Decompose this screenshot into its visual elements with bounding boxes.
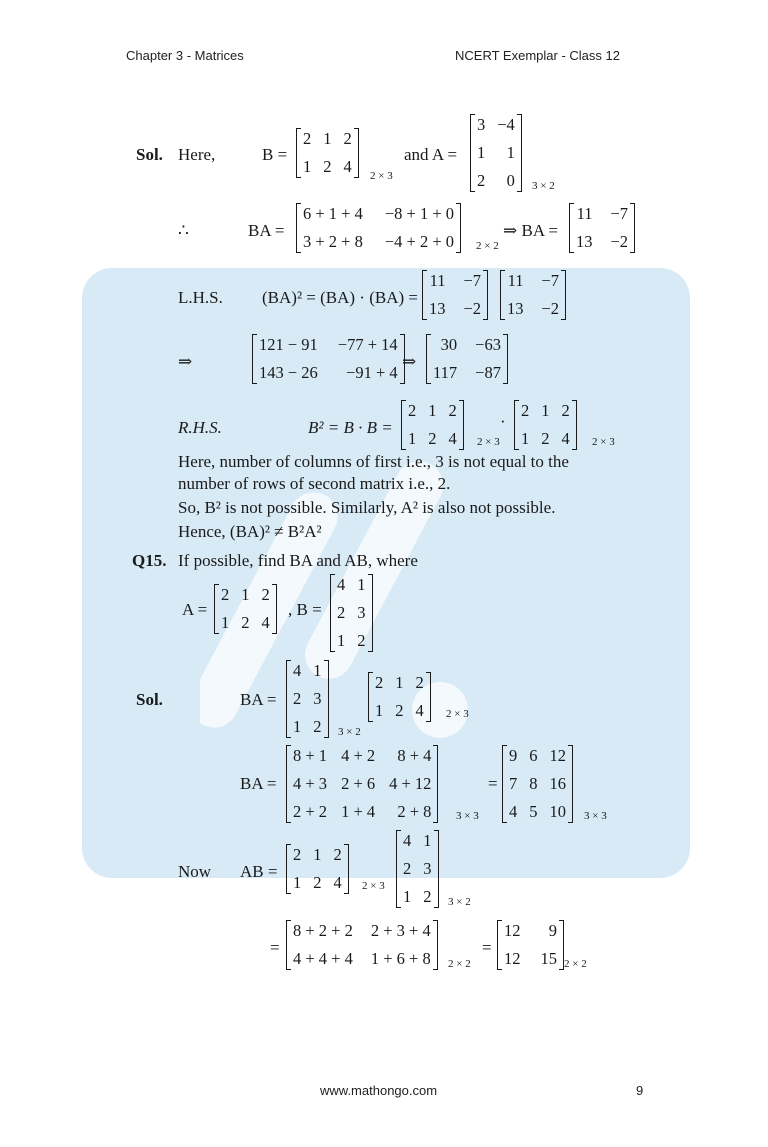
matrix-cell: 1 xyxy=(323,129,332,148)
matrix-B-sol2 xyxy=(286,660,329,738)
order-subscript: 2 × 3 xyxy=(446,708,469,720)
matrix-cell: 2 xyxy=(241,613,250,632)
matrix-cell: 2 xyxy=(375,673,384,692)
matrix-cell: 13 xyxy=(576,232,593,251)
order-subscript: 2 × 2 xyxy=(448,958,471,970)
matrix-cell: 1 xyxy=(408,429,417,448)
matrix-cell: 1 + 6 + 8 xyxy=(370,949,431,968)
b-eq: B = xyxy=(262,145,288,164)
matrix-cell: 2 xyxy=(428,429,437,448)
matrix-AB xyxy=(497,920,564,970)
matrix-cell: 3 + 2 + 8 xyxy=(303,232,363,251)
matrix-cell: 1 xyxy=(423,831,432,850)
matrix-B-ab xyxy=(396,830,439,908)
matrix-A xyxy=(470,114,522,192)
equals-sign: = xyxy=(482,938,492,957)
matrix-cell: 1 xyxy=(506,143,515,162)
matrix-cell: 2 xyxy=(395,701,404,720)
matrix-cell: 7 xyxy=(509,774,518,793)
matrix-cell: 2 + 6 xyxy=(341,774,376,793)
q15-label: Q15. xyxy=(132,551,167,570)
matrix-cell: 11 xyxy=(429,271,446,290)
order-subscript: 2 × 3 xyxy=(370,170,393,182)
matrix-A-sol2 xyxy=(368,672,431,722)
matrix-cell: 4 + 4 + 4 xyxy=(293,949,353,968)
rhs-expression: B² = B · B = xyxy=(308,418,393,437)
text-line-4: Hence, (BA)² ≠ B²A² xyxy=(178,522,322,541)
matrix-cell: −7 xyxy=(541,271,560,290)
matrix-BA-q15 xyxy=(502,745,573,823)
matrix-cell: 2 + 2 xyxy=(293,802,328,821)
matrix-cell: −77 + 14 xyxy=(337,335,398,354)
matrix-A-q15 xyxy=(214,584,277,634)
implies-ba-eq: ⇒ BA = xyxy=(503,221,559,240)
matrix-cell: 2 xyxy=(313,873,322,892)
matrix-cell: 2 xyxy=(221,585,230,604)
matrix-cell: 143 − 26 xyxy=(259,363,318,382)
matrix-cell: −91 + 4 xyxy=(346,363,398,382)
dot-operator: · xyxy=(500,412,506,431)
matrix-cell: 1 xyxy=(357,575,366,594)
matrix-BA-lhs-1 xyxy=(422,270,488,320)
matrix-cell: −8 + 1 + 0 xyxy=(384,204,455,223)
order-subscript: 2 × 3 xyxy=(362,880,385,892)
text-line-1: Here, number of columns of first i.e., 3 is not equal to the xyxy=(178,452,569,471)
matrix-cell: 2 xyxy=(423,887,432,906)
matrix-cell: 8 + 2 + 2 xyxy=(293,921,353,940)
matrix-cell: 12 xyxy=(549,746,566,765)
matrix-cell: 2 xyxy=(448,401,457,420)
matrix-cell: 4 + 2 xyxy=(341,746,376,765)
matrix-cell: 2 xyxy=(408,401,417,420)
matrix-BA-lhs-2 xyxy=(500,270,566,320)
matrix-cell: 1 xyxy=(313,661,322,680)
implies-symbol: ⇒ xyxy=(402,352,417,371)
equals-sign: = xyxy=(270,938,280,957)
matrix-cell: 121 − 91 xyxy=(259,335,318,354)
matrix-B-rhs-2 xyxy=(514,400,577,450)
matrix-cell: 2 xyxy=(261,585,270,604)
matrix-cell: 1 xyxy=(428,401,437,420)
now-text: Now xyxy=(178,862,212,881)
matrix-cell: 30 xyxy=(440,335,458,354)
header-book: NCERT Exemplar - Class 12 xyxy=(455,48,620,63)
matrix-cell: 2 xyxy=(415,673,424,692)
matrix-cell: 2 xyxy=(357,631,366,650)
matrix-cell: 4 xyxy=(403,831,412,850)
matrix-cell: 13 xyxy=(507,299,524,318)
matrix-cell: 9 xyxy=(509,746,518,765)
matrix-cell: 4 xyxy=(333,873,342,892)
matrix-cell: −2 xyxy=(463,299,482,318)
matrix-cell: 2 + 3 + 4 xyxy=(370,921,431,940)
matrix-cell: 1 xyxy=(521,429,530,448)
matrix-cell: 2 xyxy=(561,401,570,420)
matrix-A-ab xyxy=(286,844,349,894)
matrix-cell: 4 xyxy=(448,429,457,448)
matrix-cell: 3 xyxy=(357,603,366,622)
matrix-cell: 2 xyxy=(521,401,530,420)
matrix-cell: 1 xyxy=(541,401,550,420)
matrix-cell: 12 xyxy=(504,921,521,940)
matrix-cell: 1 xyxy=(241,585,250,604)
b-eq-q15: , B = xyxy=(288,600,322,619)
matrix-cell: 4 xyxy=(509,802,518,821)
ba-eq: BA = xyxy=(248,221,285,240)
order-subscript: 2 × 2 xyxy=(476,240,499,252)
footer-url: www.mathongo.com xyxy=(320,1083,438,1098)
order-subscript: 3 × 2 xyxy=(448,896,471,908)
matrix-cell: 9 xyxy=(548,921,557,940)
ba-eq-sol2-2: BA = xyxy=(240,774,277,793)
matrix-cell: 4 xyxy=(343,157,352,176)
matrix-cell: 16 xyxy=(549,774,566,793)
matrix-cell: 10 xyxy=(549,802,566,821)
ba-eq-sol2: BA = xyxy=(240,690,277,709)
matrix-cell: 2 + 8 xyxy=(397,802,432,821)
matrix-cell: 2 xyxy=(323,157,332,176)
matrix-cell: 4 xyxy=(415,701,424,720)
matrix-B xyxy=(296,128,359,178)
matrix-cell: 4 xyxy=(261,613,270,632)
q15-question: If possible, find BA and AB, where xyxy=(178,551,418,570)
sol2-label: Sol. xyxy=(136,690,163,709)
matrix-cell: 2 xyxy=(303,129,312,148)
matrix-cell: 1 xyxy=(395,673,404,692)
matrix-B-q15 xyxy=(330,574,373,652)
matrix-cell: 1 xyxy=(293,873,302,892)
matrix-cell: 2 xyxy=(343,129,352,148)
equals-sign: = xyxy=(488,774,498,793)
matrix-cell: 6 + 1 + 4 xyxy=(303,204,363,223)
matrix-cell: 3 xyxy=(313,689,322,708)
matrix-cell: 8 + 4 xyxy=(397,746,432,765)
matrix-cell: 15 xyxy=(540,949,557,968)
page-number: 9 xyxy=(636,1083,644,1098)
header-chapter: Chapter 3 - Matrices xyxy=(126,48,244,63)
matrix-cell: 2 xyxy=(333,845,342,864)
matrix-cell: 2 xyxy=(313,717,322,736)
matrix-cell: −7 xyxy=(463,271,482,290)
matrix-cell: 2 xyxy=(403,859,412,878)
matrix-cell: 11 xyxy=(507,271,524,290)
matrix-BA2 xyxy=(426,334,508,384)
sol-label: Sol. xyxy=(136,145,163,164)
order-subscript: 3 × 3 xyxy=(456,810,479,822)
matrix-BA xyxy=(569,203,635,253)
implies-symbol: ⇒ xyxy=(178,352,193,371)
matrix-cell: 2 xyxy=(541,429,550,448)
matrix-cell: 4 + 3 xyxy=(293,774,328,793)
matrix-cell: 1 xyxy=(303,157,312,176)
matrix-BA-expanded xyxy=(296,203,461,253)
order-subscript: 3 × 2 xyxy=(338,726,361,738)
matrix-cell: −4 + 2 + 0 xyxy=(384,232,455,251)
matrix-cell: 4 + 12 xyxy=(389,774,432,793)
ab-eq: AB = xyxy=(240,862,278,881)
rhs-label: R.H.S. xyxy=(178,418,222,437)
matrix-cell: 4 xyxy=(561,429,570,448)
text-line-2: number of rows of second matrix i.e., 2. xyxy=(178,474,451,493)
matrix-cell: 1 xyxy=(477,143,486,162)
matrix-cell: 2 xyxy=(293,845,302,864)
matrix-BA2-expanded xyxy=(252,334,405,384)
matrix-cell: 11 xyxy=(576,204,593,223)
and-a-eq: and A = xyxy=(404,145,458,164)
matrix-cell: 1 xyxy=(375,701,384,720)
matrix-cell: 0 xyxy=(506,171,515,190)
matrix-cell: 3 xyxy=(423,859,432,878)
here-text: Here, xyxy=(178,145,216,164)
text-line-3: So, B² is not possible. Similarly, A² is also not possible. xyxy=(178,498,556,517)
matrix-B-rhs-1 xyxy=(401,400,464,450)
matrix-cell: −87 xyxy=(475,363,501,382)
matrix-cell: −63 xyxy=(475,335,501,354)
matrix-cell: 1 + 4 xyxy=(341,802,376,821)
matrix-cell: 12 xyxy=(504,949,521,968)
matrix-cell: 13 xyxy=(429,299,446,318)
matrix-cell: −2 xyxy=(610,232,629,251)
matrix-BA-q15-expanded xyxy=(286,745,438,823)
therefore-symbol: ∴ xyxy=(178,221,189,240)
order-subscript: 3 × 2 xyxy=(532,180,555,192)
matrix-cell: 2 xyxy=(477,171,486,190)
matrix-cell: 1 xyxy=(221,613,230,632)
matrix-cell: 117 xyxy=(433,363,458,382)
matrix-cell: −4 xyxy=(497,115,515,134)
order-subscript: 2 × 2 xyxy=(564,958,587,970)
matrix-cell: 1 xyxy=(313,845,322,864)
order-subscript: 2 × 3 xyxy=(477,436,500,448)
matrix-AB-expanded xyxy=(286,920,438,970)
matrix-cell: 3 xyxy=(477,115,486,134)
matrix-cell: 4 xyxy=(293,661,302,680)
matrix-cell: −7 xyxy=(610,204,629,223)
matrix-cell: 5 xyxy=(529,802,538,821)
matrix-cell: −2 xyxy=(541,299,560,318)
matrix-cell: 2 xyxy=(293,689,302,708)
matrix-cell: 1 xyxy=(337,631,346,650)
matrix-cell: 1 xyxy=(293,717,302,736)
lhs-expression: (BA)² = (BA) · (BA) = xyxy=(262,288,418,307)
a-eq: A = xyxy=(182,600,208,619)
matrix-cell: 2 xyxy=(337,603,346,622)
order-subscript: 3 × 3 xyxy=(584,810,607,822)
matrix-cell: 8 xyxy=(529,774,538,793)
matrix-cell: 4 xyxy=(337,575,346,594)
matrix-cell: 8 + 1 xyxy=(293,746,328,765)
order-subscript: 2 × 3 xyxy=(592,436,615,448)
matrix-cell: 1 xyxy=(403,887,412,906)
lhs-label: L.H.S. xyxy=(178,288,223,307)
matrix-cell: 6 xyxy=(529,746,538,765)
